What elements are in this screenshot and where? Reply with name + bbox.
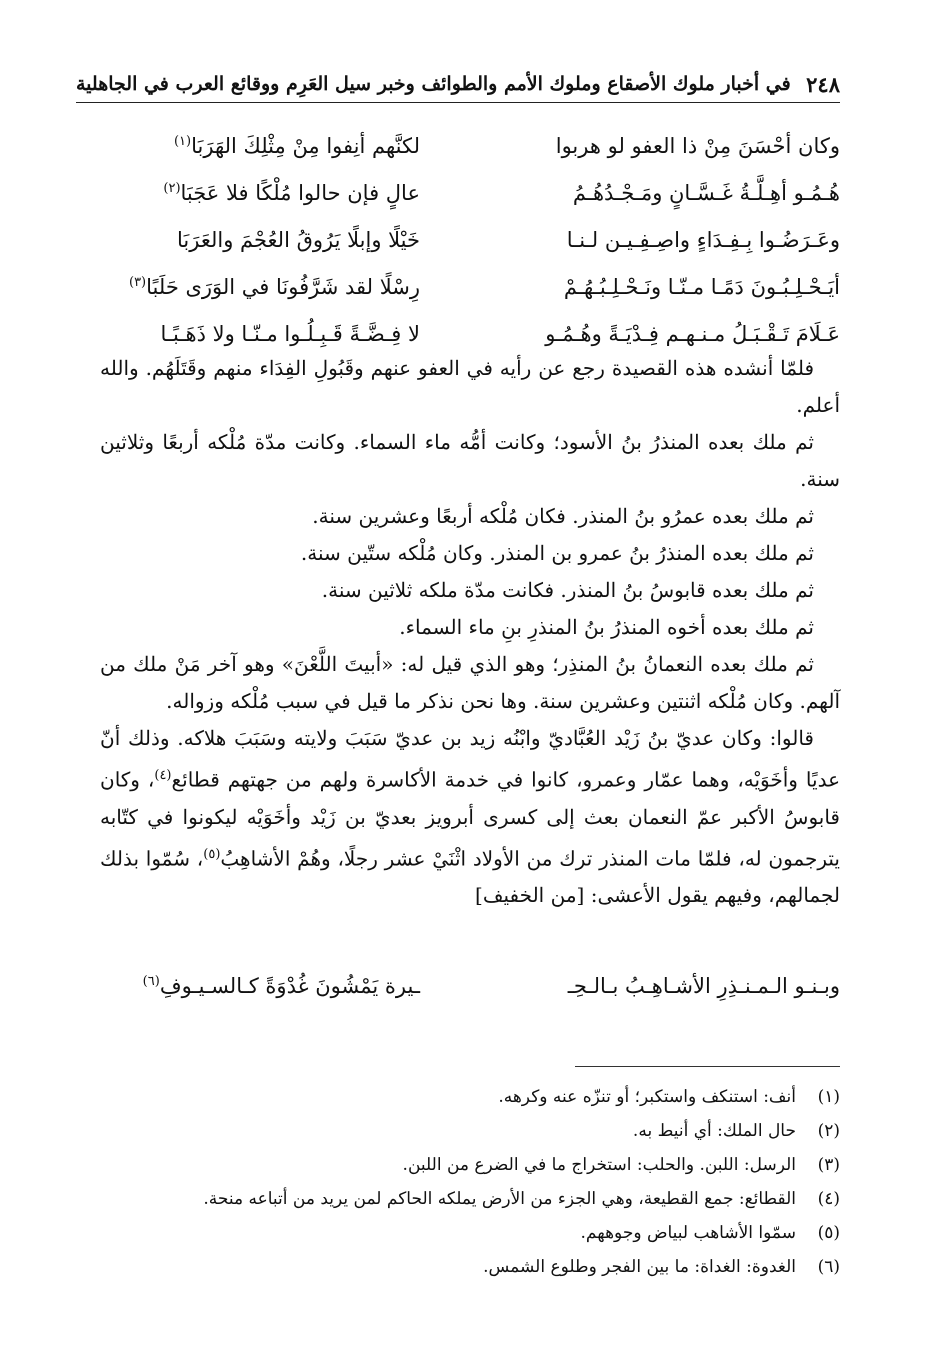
verse-first-hemistich: وعَـرَضُـوا بِـفِـدَاءٍ واصِـفِـيـن لـنـا xyxy=(566,227,840,252)
footnote-marker: (١) xyxy=(173,133,192,149)
footnotes xyxy=(80,1080,840,1284)
footnote-marker: (٣) xyxy=(128,274,147,290)
paragraph: ثم ملك بعده النعمانُ بنُ المنذِر؛ وهو الذي قيل له: «أبيتَ اللَّعْنَ» وهو آخر مَنْ ملك من آلهم. وكان مُلْكه اثنتين وعشرين سنة. وها نحن نذكر ما قيل في سبب مُلْكه وزواله. xyxy=(100,652,840,713)
verse-first-hemistich: وكان أحْسَنَ مِنْ ذا العفو لو هربوا xyxy=(555,133,840,158)
paragraph: فلمّا أنشده هذه القصيدة رجع عن رأيه في العفو عنهم وقَبُولِ الفِدَاء منهم وقَتَلَهُم. والله أعلم. xyxy=(100,356,840,417)
verse-first-hemistich: وبـنـو الـمـنـذِرِ الأشـاهِـبُ بـالـحِـ xyxy=(567,973,840,998)
verse-second-hemistich: لكنَّهم أنِفوا مِنْ مِثْلِكَ الهَرَبَا$^{(١)}$ xyxy=(173,133,420,158)
verse-second-hemistich: رِسْلًا لقد شَرَّفُونَا في الوَرَى حَلَبًا$^{(٣)}$ xyxy=(128,274,420,299)
verse-line xyxy=(100,263,840,310)
verse-first-hemistich: عَـلَامَ تَـقْـبَـلُ مـنـهـم فِـدْيَـةً وهُـمُـو xyxy=(545,321,840,346)
verse-line xyxy=(100,169,840,216)
footnote-marker: (٥) xyxy=(203,846,221,862)
verse-line xyxy=(100,216,840,263)
verse-second-hemistich: ـيرة يَمْشُونَ غُدْوَةً كـالسـيـوفِ$^{(٦)}$ xyxy=(142,973,420,998)
paragraph: ثم ملك بعده المنذرُ بنُ الأسود؛ وكانت أمُّه ماء السماء. وكانت مدّة مُلْكه أربعًا وثلاثين سنة. xyxy=(100,430,840,491)
paragraph: قالوا: وكان عديّ بنُ زَيْد العُبَّاديّ وابْنُه زيد بن عديّ سَبَبَ ولايته وسَبَبَ هلاكه. وذلك أنّ عديًا وأخَوَيْه، وهما عمّار وعمرو، كانوا في خدمة الأكاسرة ولهم من جهتهم قطائع$^{(٤)}$، وكان قابوسُ الأكبر عمّ النعمان بعث إلى كسرى أبرويز بعديّ بن زَيْد وأخَوَيْه ليكونوا في كتّابه يترجمون له، فلمّا مات المنذر ترك من الأولاد اثْنَيْ عشر رجلًا، وهُمْ الأشاهِبُ$^{(٥)}$، سُمّوا بذلك لجمالهم، وفيهم يقول الأعشى: [من الخفيف] xyxy=(100,726,840,908)
verse-first-hemistich: هُـمُـو أهِـلَّـةُ غَـسَّـانٍ ومَـجْـدُهُـمُ xyxy=(572,180,840,205)
paragraph: ثم ملك بعده عمرُو بنُ المنذر. فكان مُلْكه أربعًا وعشرين سنة. xyxy=(312,504,814,528)
verse-line xyxy=(100,962,840,1009)
footnote-marker: (٦) xyxy=(142,973,160,989)
paragraph: ثم ملك بعده أخوه المنذرُ بنُ المنذرِ بنِ ماء السماء. xyxy=(399,615,814,639)
verse-second-hemistich: لا فِـضَّـةً قَـبِـلُـوا مـنّـا ولا ذَهَـبًـا xyxy=(160,321,420,346)
meter-label: [من الخفيف] xyxy=(475,883,585,908)
footnote: (٤) القطائع: جمع القطيعة، وهي الجزء من الأرض يملكه الحاكم لمن يريد من أتباعه منحة. xyxy=(203,1189,840,1209)
verse-first-hemistich: أيَـحْـلِـبُـونَ دَمًـا مـنّـا ونَـحْـلِـبُـهُـمْ xyxy=(563,274,840,299)
footnote-marker: (٢) xyxy=(163,180,181,196)
footnote: (٦) الغدوة: الغداة: ما بين الفجر وطلوع الشمس. xyxy=(483,1257,840,1277)
footnote: (٥) سمّوا الأشاهب لبياض وجوههم. xyxy=(580,1223,840,1243)
verse-second-hemistich: عالٍ فإن حالوا مُلْكًا فلا عَجَبَا$^{(٢)}$ xyxy=(163,180,420,205)
verse-second-hemistich: خَيْلًا وإبلًا يَرُوقُ العُجْمَ والعَرَبَا xyxy=(177,227,420,252)
verse-line xyxy=(100,122,840,169)
footnote: (٢) حال الملك: أي أنيط به. xyxy=(632,1121,840,1141)
footnote-divider xyxy=(575,1066,840,1067)
footnote: (١) أنف: استنكف واستكبر؛ أو تنزّه عنه وكرهه. xyxy=(498,1087,840,1107)
poem-block xyxy=(100,122,840,357)
poem-block xyxy=(100,962,840,1009)
footnote-marker: (٤) xyxy=(154,768,172,783)
running-header xyxy=(76,66,840,103)
page-number: ٢٤٨ xyxy=(806,71,840,97)
running-title: في أخبار ملوك الأصقاع وملوك الأمم والطوائف وخبر سيل العَرِم ووقائع العرب في الجاهلية xyxy=(76,73,791,95)
paragraph: ثم ملك بعده قابوسُ بنُ المنذر. فكانت مدّة ملكه ثلاثين سنة. xyxy=(321,578,814,602)
body-text xyxy=(100,350,840,914)
paragraph: ثم ملك بعده المنذرُ بنُ عمرو بن المنذر. وكان مُلْكه ستّين سنة. xyxy=(300,541,814,565)
footnote: (٣) الرسل: اللبن. والحلب: استخراج ما في الضرع من اللبن. xyxy=(402,1155,840,1175)
